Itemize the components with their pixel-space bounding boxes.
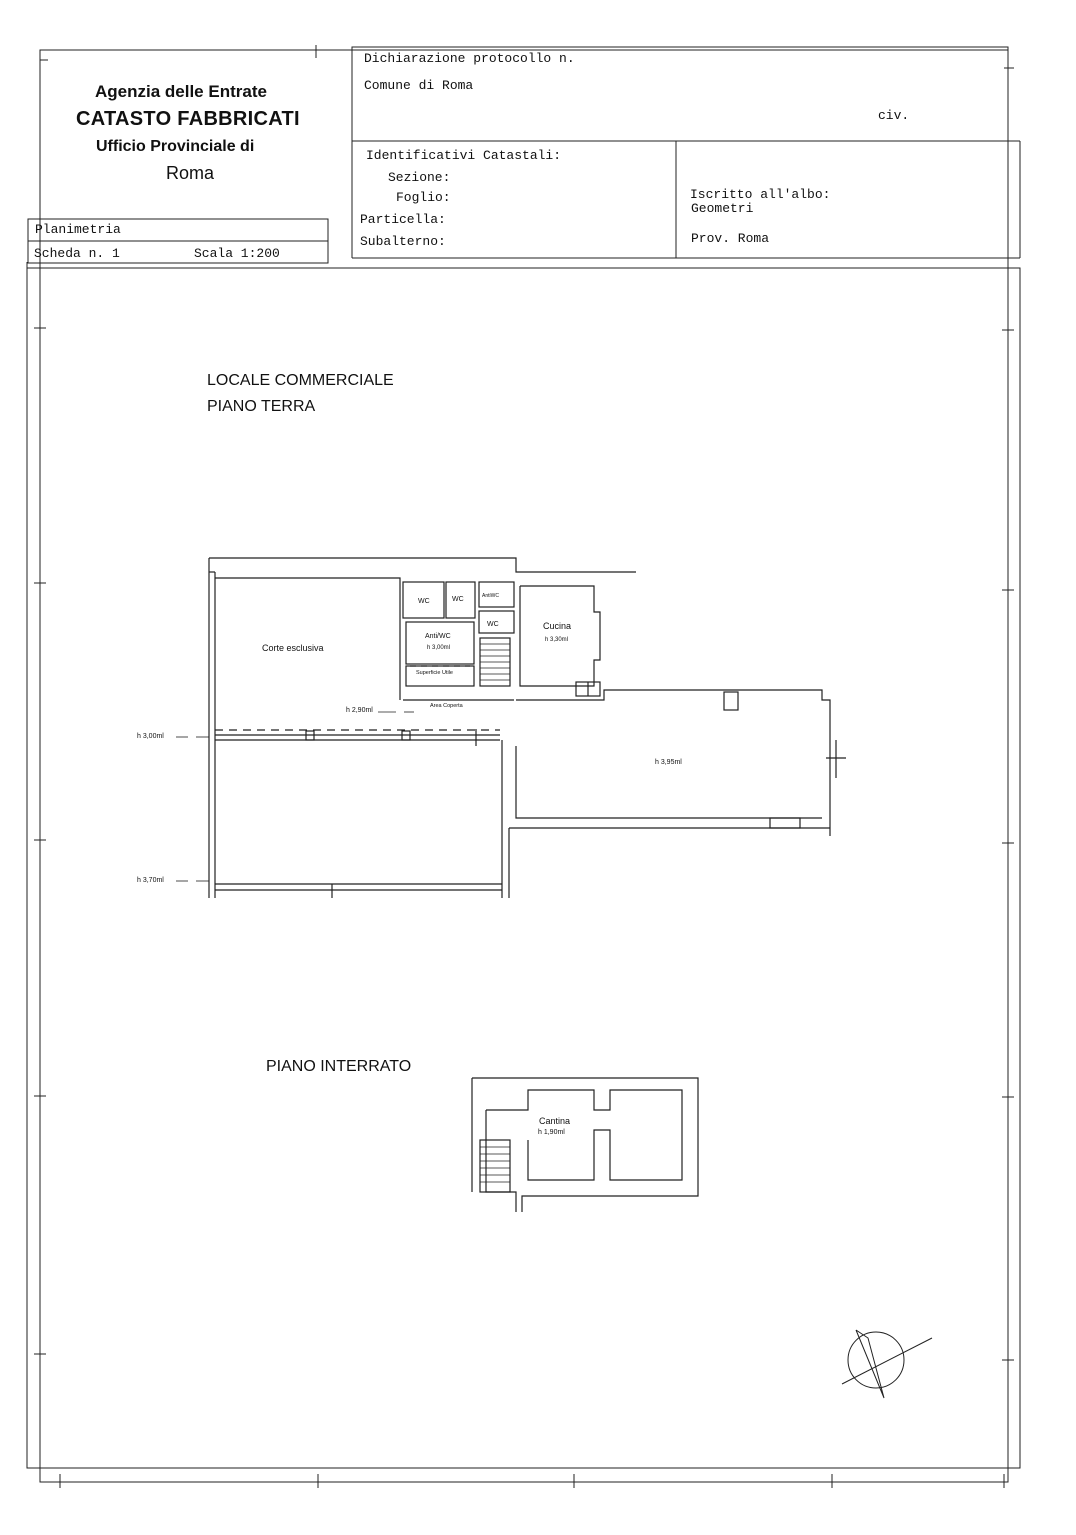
height-label-395: h 3,95ml (655, 759, 682, 766)
room-label-wc1: WC (418, 598, 430, 605)
room-label-cucina: Cucina (543, 621, 572, 631)
office-label: Ufficio Provinciale di (96, 138, 255, 155)
height-label-370: h 3,70ml (137, 877, 164, 884)
room-label-antiwc-top: AntiWC (482, 593, 499, 599)
particella-label: Particella: (360, 212, 446, 227)
subalterno-label: Subalterno: (360, 234, 446, 249)
room-label-cantina: Cantina (539, 1116, 571, 1126)
protocol-label: Dichiarazione protocollo n. (364, 51, 575, 66)
room-label-wc3: WC (487, 621, 499, 628)
room-height-antiwc: h 3,00ml (427, 645, 451, 651)
department-name: CATASTO FABBRICATI (76, 108, 300, 130)
room-height-cantina: h 1,90ml (538, 1129, 565, 1136)
comune: Comune di Roma (364, 78, 474, 93)
drawing-frame (27, 268, 1020, 1468)
room-label-antiwc: Anti/WC (425, 633, 451, 640)
plan-title-line1: LOCALE COMMERCIALE (207, 372, 394, 389)
foglio-label: Foglio: (396, 190, 451, 205)
basement-plan (472, 1078, 698, 1212)
ground-floor-plan (176, 558, 846, 898)
identifiers-title: Identificativi Catastali: (366, 148, 562, 163)
height-label-290: h 2,90ml (346, 707, 373, 714)
plan-title-line2: PIANO TERRA (207, 398, 316, 415)
room-label-area-coperta: Area Coperta (430, 703, 463, 709)
outer-frame (40, 50, 1008, 1482)
sezione-label: Sezione: (388, 170, 451, 185)
north-arrow-icon (842, 1330, 932, 1398)
albo-label: Iscritto all'albo: (690, 187, 831, 202)
agency-name: Agenzia delle Entrate (95, 82, 267, 101)
civ-label: civ. (878, 108, 910, 123)
scheda-number: Scheda n. 1 (34, 246, 120, 261)
province: Prov. Roma (691, 231, 770, 246)
room-height-cucina: h 3,30ml (545, 637, 569, 643)
room-label-superficie: Superficie Utile (416, 670, 453, 676)
scale: Scala 1:200 (194, 246, 280, 261)
basement-title: PIANO INTERRATO (266, 1058, 412, 1075)
albo-value: Geometri (691, 201, 754, 216)
sheet-type: Planimetria (35, 222, 121, 237)
height-label-300: h 3,00ml (137, 733, 164, 740)
office-city: Roma (166, 163, 215, 183)
room-label-corte: Corte esclusiva (262, 643, 324, 653)
room-label-wc2: WC (452, 596, 464, 603)
